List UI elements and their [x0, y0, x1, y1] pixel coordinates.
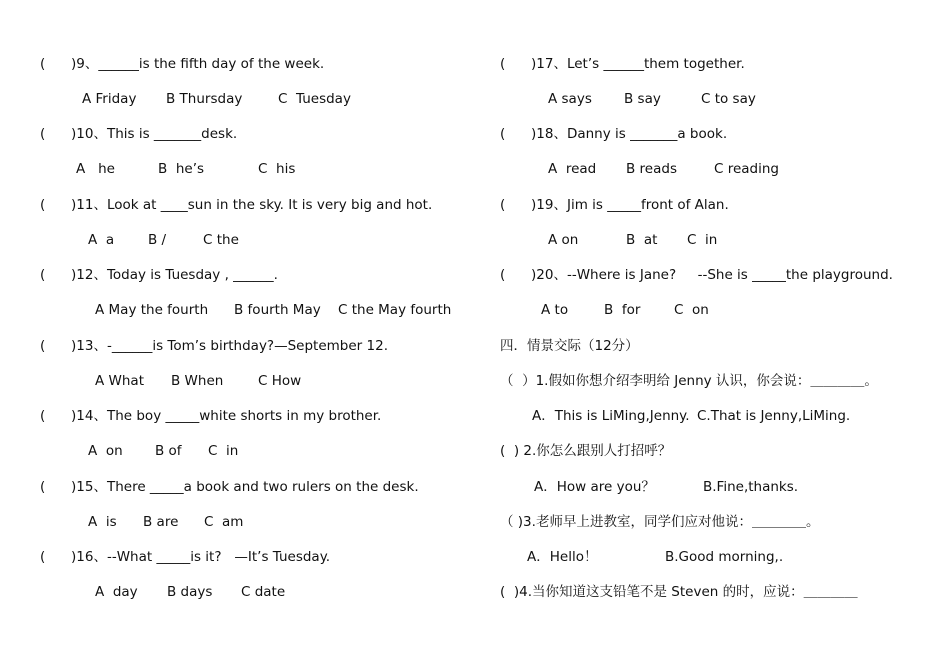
option-a: A a	[88, 232, 115, 248]
option-c: C.That is Jenny,LiMing.	[697, 408, 851, 424]
option-c: C How	[258, 373, 302, 389]
option-a: A May the fourth	[95, 302, 209, 318]
option-a: A to	[541, 302, 569, 318]
option-a: A says	[548, 91, 592, 107]
option-b: B he’s	[158, 161, 205, 177]
option-c: C reading	[714, 161, 779, 177]
option-b: B /	[148, 232, 167, 248]
option-c: C to say	[701, 91, 756, 107]
option-a: A read	[548, 161, 597, 177]
option-b: B say	[624, 91, 661, 107]
option-a: A Friday	[82, 91, 137, 107]
option-b: B at	[626, 232, 658, 248]
option-c: C his	[258, 161, 296, 177]
question-stem: ( )15、There _____a book and two rulers on the desk.	[40, 479, 419, 495]
question-stem: ( )9、______is the fifth day of the week.	[40, 56, 325, 72]
option-b: B.Fine,thanks.	[703, 479, 799, 495]
question-stem: ( )14、The boy _____white shorts in my brother.	[40, 408, 382, 424]
question-stem: ( )20、--Where is Jane? --She is _____the playground.	[500, 267, 893, 283]
option-b: B reads	[626, 161, 677, 177]
question-stem: ( )19、Jim is _____front of Alan.	[500, 197, 729, 213]
section-title: 四．情景交际（12分）	[500, 338, 639, 354]
option-c: C date	[241, 584, 286, 600]
option-b: B are	[143, 514, 179, 530]
question-stem: ( ) 2.你怎么跟别人打招呼？	[500, 443, 672, 459]
option-a: A day	[95, 584, 138, 600]
option-a: A What	[95, 373, 144, 389]
option-a: A he	[76, 161, 115, 177]
option-a: A on	[548, 232, 579, 248]
question-stem: ( )10、This is _______desk.	[40, 126, 238, 142]
option-c: C in	[208, 443, 239, 459]
option-b: B for	[604, 302, 641, 318]
option-b: B Thursday	[166, 91, 243, 107]
option-c: C the May fourth	[338, 302, 452, 318]
option-c: C Tuesday	[278, 91, 351, 107]
question-stem: ( )12、Today is Tuesday , ______.	[40, 267, 278, 283]
question-stem: ( )16、--What _____is it? —It’s Tuesday.	[40, 549, 331, 565]
option-b: B days	[167, 584, 213, 600]
option-a: A．Hello！	[527, 549, 598, 565]
question-stem: ( )11、Look at ____sun in the sky. It is very big and hot.	[40, 197, 433, 213]
question-stem: ( )18、Danny is _______a book.	[500, 126, 728, 142]
question-stem: ( )4.当你知道这支铅笔不是 Steven 的时，应说：＿＿＿＿	[500, 584, 858, 600]
option-a: A．How are you？	[534, 479, 655, 495]
question-stem: ( )17、Let’s ______them together.	[500, 56, 745, 72]
question-stem: ( )13、-______is Tom’s birthday?—September 12.	[40, 338, 388, 354]
option-c: C am	[204, 514, 244, 530]
option-a: A is	[88, 514, 117, 530]
option-c: C the	[203, 232, 239, 248]
question-stem: （ ）1.假如你想介绍李明给 Jenny 认识，你会说：＿＿＿＿。	[500, 373, 878, 389]
option-a: A．This is LiMing,Jenny.	[532, 408, 690, 424]
question-stem: （ )3.老师早上进教室，同学们应对他说：＿＿＿＿。	[500, 514, 820, 530]
option-c: C on	[674, 302, 709, 318]
option-b: B fourth May	[234, 302, 321, 318]
option-b: B of	[155, 443, 182, 459]
option-b: B.Good morning,.	[665, 549, 784, 565]
option-c: C in	[687, 232, 718, 248]
option-a: A on	[88, 443, 123, 459]
option-b: B When	[171, 373, 224, 389]
